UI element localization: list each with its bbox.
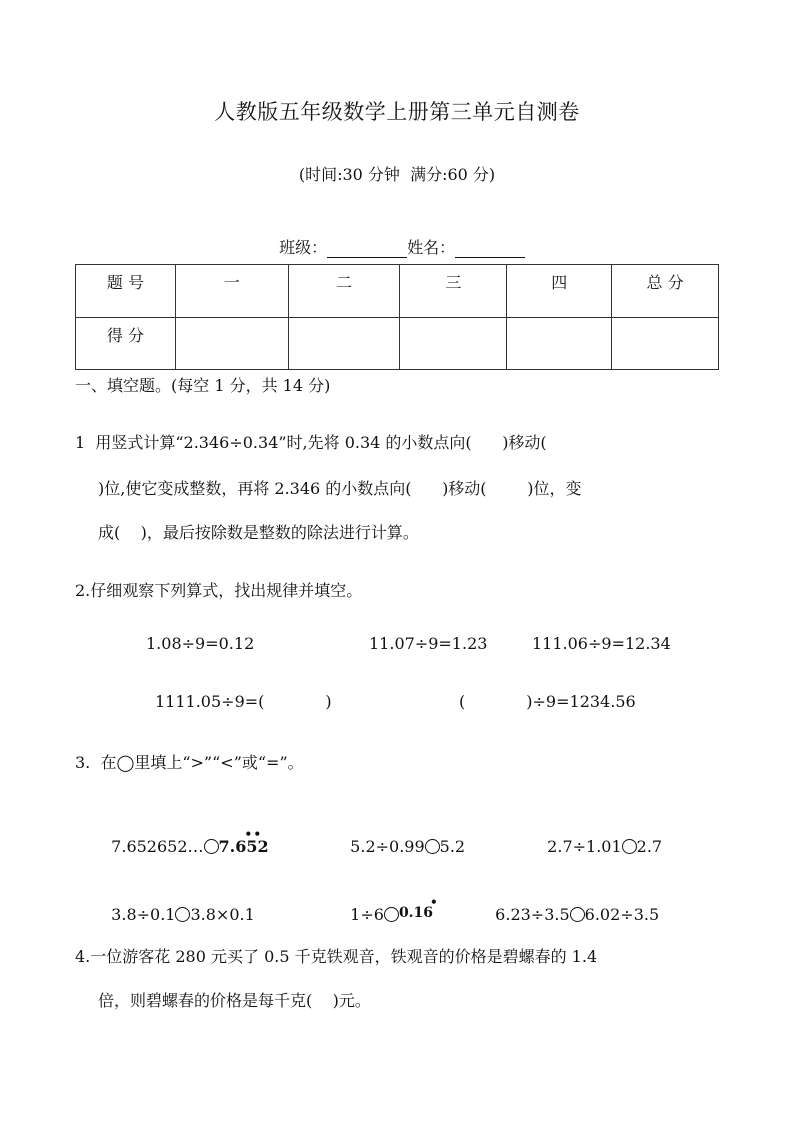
q3-compare-item <box>340 886 438 924</box>
compare-left: 5.2÷0.99 <box>350 837 425 856</box>
compare-circle[interactable] <box>204 839 219 854</box>
name-blank[interactable] <box>455 239 525 258</box>
compare-circle[interactable] <box>425 839 440 854</box>
compare-circle[interactable] <box>384 907 399 922</box>
student-info-line <box>0 216 794 258</box>
score-table-header-row <box>76 265 719 318</box>
row-label-cell: 得 分 <box>76 317 176 370</box>
q3-compare-item <box>485 886 659 924</box>
score-table <box>75 264 719 370</box>
q4-line2: 倍，则碧螺春的价格是每千克( )元。 <box>98 991 371 1010</box>
compare-left: 7.652652… <box>111 837 204 856</box>
repeating-decimal: 0.16 • <box>398 895 438 921</box>
header-cell: 三 <box>400 265 507 318</box>
compare-left: 1÷6 <box>350 905 384 924</box>
header-cell: 总 分 <box>612 265 719 318</box>
compare-right: 3.8×0.1 <box>190 905 255 924</box>
q3-stem: 3. 在◯里填上“>”“<”或“=”。 <box>75 753 304 772</box>
q1-line1: 1 用竖式计算“2.346÷0.34”时,先将 0.34 的小数点向( )移动( <box>75 433 547 452</box>
q2-equation-blank: ( )÷9=1234.56 <box>459 692 636 711</box>
compare-circle[interactable] <box>622 839 637 854</box>
score-cell[interactable] <box>400 317 507 370</box>
compare-circle[interactable] <box>175 907 190 922</box>
compare-left: 3.8÷0.1 <box>111 905 176 924</box>
compare-right: 5.2 <box>439 837 466 856</box>
repeating-decimal: 7.652 • • <box>218 827 269 856</box>
page-title: 人教版五年级数学上册第三单元自测卷 <box>214 100 580 124</box>
class-label: 班级： <box>279 238 328 257</box>
q2-equation: 111.06÷9=12.34 <box>532 634 671 653</box>
score-cell[interactable] <box>175 317 288 370</box>
score-table-score-row <box>76 317 719 370</box>
score-cell[interactable] <box>507 317 612 370</box>
q2-stem: 2.仔细观察下列算式，找出规律并填空。 <box>75 581 363 600</box>
exam-time-score-info: (时间:30 分钟 满分:60 分) <box>298 165 496 184</box>
section-heading: 一、填空题。(每空 1 分，共 14 分) <box>75 376 331 395</box>
q1-line2: )位,使它变成整数，再将 2.346 的小数点向( )移动( )位，变 <box>98 479 582 498</box>
header-cell: 题 号 <box>76 265 176 318</box>
class-blank[interactable] <box>327 239 407 258</box>
header-cell: 四 <box>507 265 612 318</box>
q4-line1: 4.一位游客花 280 元买了 0.5 千克铁观音，铁观音的价格是碧螺春的 1.4 <box>75 947 598 966</box>
compare-left: 6.23÷3.5 <box>495 905 570 924</box>
q2-equation: 11.07÷9=1.23 <box>369 634 488 653</box>
q3-compare-item <box>340 818 465 856</box>
q3-compare-item <box>101 818 269 856</box>
compare-right: 2.7 <box>636 837 663 856</box>
compare-circle[interactable] <box>570 907 585 922</box>
q3-compare-item <box>101 886 255 924</box>
q3-compare-item <box>537 818 662 856</box>
score-cell[interactable] <box>612 317 719 370</box>
header-cell: 一 <box>175 265 288 318</box>
q2-equation-blank: 1111.05÷9=( ) <box>155 692 332 711</box>
q2-equation: 1.08÷9=0.12 <box>146 634 255 653</box>
score-cell[interactable] <box>288 317 400 370</box>
name-label: 姓名： <box>407 238 456 257</box>
header-cell: 二 <box>288 265 400 318</box>
q1-line3: 成( )，最后按除数是整数的除法进行计算。 <box>98 523 419 542</box>
compare-left: 2.7÷1.01 <box>547 837 622 856</box>
compare-right: 6.02÷3.5 <box>584 905 660 924</box>
